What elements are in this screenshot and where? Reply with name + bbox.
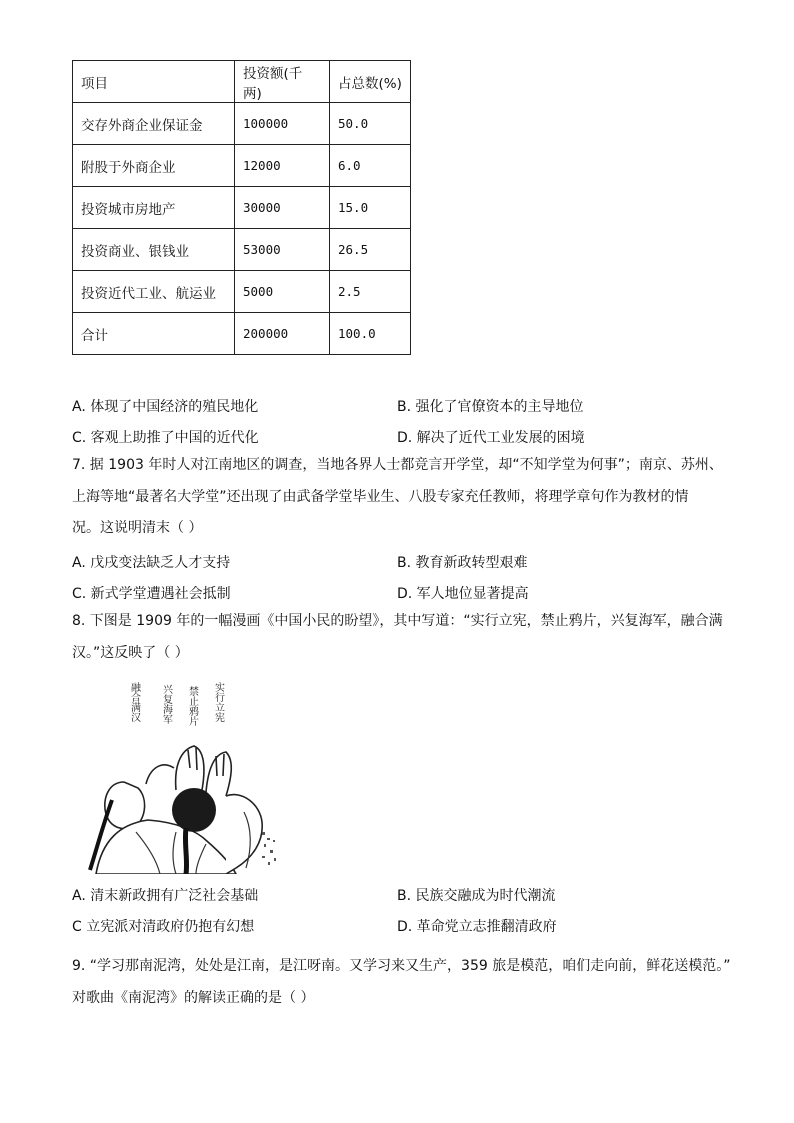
table-cell: 投资商业、银钱业 xyxy=(73,229,235,271)
q6-option-c[interactable]: C. 客观上助推了中国的近代化 xyxy=(72,430,259,446)
table-header-cell: 投资额(千两) xyxy=(235,61,330,103)
table-cell: 200000 xyxy=(235,313,330,355)
q6-option-d[interactable]: D. 解决了近代工业发展的困境 xyxy=(397,430,585,446)
table-cell: 53000 xyxy=(235,229,330,271)
table-row xyxy=(73,229,411,271)
table-cell: 100000 xyxy=(235,103,330,145)
table-cell: 30000 xyxy=(235,187,330,229)
investment-table xyxy=(72,60,411,355)
table-cell: 6.0 xyxy=(330,145,411,187)
q8-option-c[interactable]: C 立宪派对清政府仍抱有幻想 xyxy=(72,919,255,935)
cartoon-text-col3: 兴复海军 xyxy=(160,684,172,724)
table-cell: 100.0 xyxy=(330,313,411,355)
table-cell: 12000 xyxy=(235,145,330,187)
q7-option-d[interactable]: D. 军人地位显著提高 xyxy=(397,586,529,602)
table-row xyxy=(73,145,411,187)
q7-stem-line: 7. 据 1903 年时人对江南地区的调查，当地各界人士都竞言开学堂，却“不知学堂为何事”；南京、苏州、 xyxy=(72,457,723,473)
table-row xyxy=(73,187,411,229)
q7-option-c[interactable]: C. 新式学堂遭遇社会抵制 xyxy=(72,586,231,602)
q6-option-b[interactable]: B. 强化了官僚资本的主导地位 xyxy=(397,399,584,415)
q7-option-a[interactable]: A. 戊戌变法缺乏人才支持 xyxy=(72,555,231,571)
q9-stem-line: 对歌曲《南泥湾》的解读正确的是（ ） xyxy=(72,990,315,1006)
table-cell: 交存外商企业保证金 xyxy=(73,103,235,145)
table-header-row xyxy=(73,61,411,103)
cartoon-text-col4: 融合满汉 xyxy=(128,682,140,722)
table-cell: 15.0 xyxy=(330,187,411,229)
q6-option-a[interactable]: A. 体现了中国经济的殖民地化 xyxy=(72,399,259,415)
table-cell: 2.5 xyxy=(330,271,411,313)
table-cell: 50.0 xyxy=(330,103,411,145)
q8-stem-line: 汉。”这反映了（ ） xyxy=(72,645,189,661)
table-cell: 附股于外商企业 xyxy=(73,145,235,187)
cartoon-text-col1: 实行立宪 xyxy=(212,682,224,722)
q7-option-b[interactable]: B. 教育新政转型艰难 xyxy=(397,555,528,571)
table-cell: 26.5 xyxy=(330,229,411,271)
q8-option-a[interactable]: A. 清末新政拥有广泛社会基础 xyxy=(72,888,259,904)
q8-option-b[interactable]: B. 民族交融成为时代潮流 xyxy=(397,888,556,904)
table-row xyxy=(73,313,411,355)
q9-stem-line: 9. “学习那南泥湾，处处是江南，是江呀南。又学习来又生产，359 旅是模范，咱们走向前，鲜花送模范。” xyxy=(72,958,731,974)
cartoon-image xyxy=(76,672,280,874)
table-cell: 投资近代工业、航运业 xyxy=(73,271,235,313)
q7-stem-line: 上海等地“最著名大学堂”还出现了由武备学堂毕业生、八股专家充任教师，将理学章句作为教材的情 xyxy=(72,489,689,505)
cartoon-text-col2: 禁止鸦片 xyxy=(186,686,198,726)
table-header-cell: 占总数(%) xyxy=(330,61,411,103)
table-row xyxy=(73,271,411,313)
q8-option-d[interactable]: D. 革命党立志推翻清政府 xyxy=(397,919,557,935)
table-cell: 合计 xyxy=(73,313,235,355)
q8-stem-line: 8. 下图是 1909 年的一幅漫画《中国小民的盼望》，其中写道：“实行立宪，禁止鸦片，兴复海军，融合满 xyxy=(72,613,723,629)
q7-stem-line: 况。这说明清末（ ） xyxy=(72,520,203,536)
table-cell: 5000 xyxy=(235,271,330,313)
table-header-cell: 项目 xyxy=(73,61,235,103)
table-row xyxy=(73,103,411,145)
table-cell: 投资城市房地产 xyxy=(73,187,235,229)
